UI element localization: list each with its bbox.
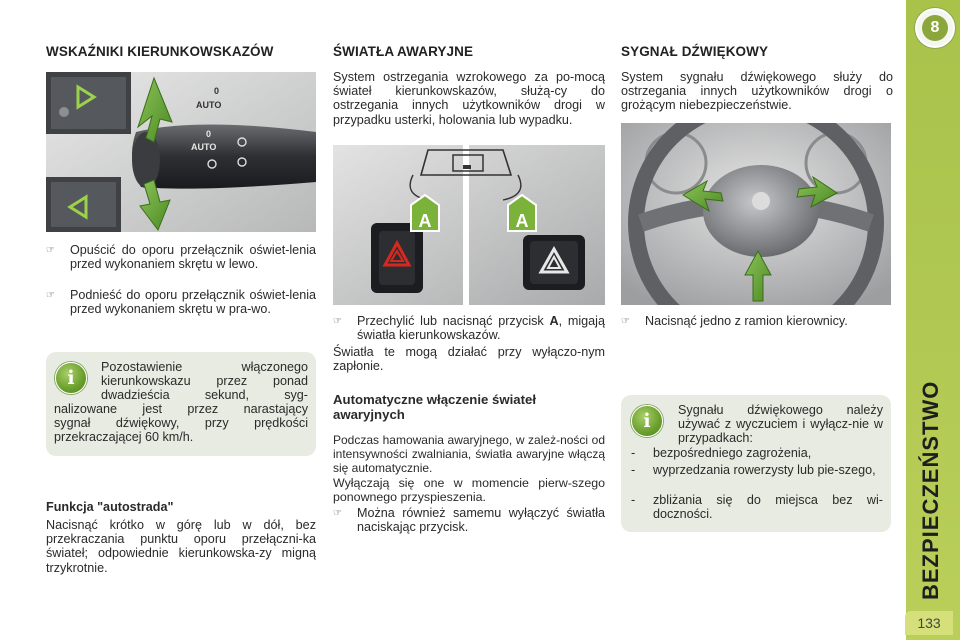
label-a-left: A [418,211,432,231]
info-list-item: - bezpośredniego zagrożenia, [631,446,812,460]
chapter-badge [915,8,955,48]
info-line: kierunkowskazu przez ponad [101,374,308,389]
paragraph-hazard-intro: System ostrzegania wzrokowego za po-mocą świateł kierunkowskazów, służą-cy do ostrzegania innych użytkowników drogi w przypadku usterki, holowania lub wypadku. [333,70,605,127]
pointer-icon: ☞ [46,245,55,256]
pointer-icon: ☞ [333,508,342,519]
bullet-left-turn [46,243,316,271]
info-list-item: - wyprzedzania rowerzysty lub pie-szego, [631,463,876,477]
label-a-right: A [515,211,529,231]
subheading-highway-function: Funkcja "autostrada" [46,500,174,514]
bullet-right-turn-text: Podnieść do oporu przełącznik oświet-lenia przed wykonaniem skrętu w pra-wo. [70,288,316,317]
hazard-button-photo [333,145,605,305]
stalk-label-zero-top: 0 [214,86,220,96]
bullet-press-horn [621,314,893,329]
pointer-icon: ☞ [46,290,55,301]
paragraph-ignition-off: Światła te mogą działać przy wyłączo-nym zapłonie. [333,345,605,374]
bullet-manual-off-text: Można również samemu wyłączyć światła naciskając przycisk. [357,506,605,535]
stalk-label-zero: 0 [206,129,212,139]
paragraph-highway-function: Nacisnąć krótko w górę lub w dół, bez przekraczania punktu oporu przełączni-ka świateł; odpowiednie kierunkowska-zy migną trzykrotnie. [46,518,316,575]
paragraph-auto-off: Wyłączają się one w momencie pierw-szego ponownego przyspieszenia. [333,476,605,505]
info-box-turn-signal [46,352,316,456]
turn-signal-stalk-illustration [46,72,316,232]
paragraph-emergency-braking: Podczas hamowania awaryjnego, w zależ-ności od intensywności zwalniania, światła awaryjne włączą się automatycznie. [333,433,605,476]
paragraph-horn-intro: System sygnału dźwiękowego służy do ostrzegania innych użytkowników drogi o grożącym niebezpieczeństwie. [621,70,893,113]
bullet-left-turn-text: Opuścić do oporu przełącznik oświet-lenia przed wykonaniem skrętu w lewo. [70,243,316,272]
info-line: Pozostawienie włączonego [101,360,308,374]
chapter-number: 8 [922,15,948,41]
info-box-horn [621,395,891,532]
info-indent-block [101,360,308,403]
heading-turn-signals: WSKAŹNIKI KIERUNKOWSKAZÓW [46,44,274,59]
info-line: nalizowane jest przez narastający [54,402,308,416]
bullet-press-hazard-text: Przechylić lub nacisnąć przycisk A, migają światła kierunkowskazów. [357,314,605,343]
info-list-item: - zbliżania się do miejsca bez wi-doczności. [631,493,883,522]
stalk-label-auto: AUTO [191,142,217,152]
info-icon: i [55,362,87,394]
hazard-button-illustration [333,145,605,305]
heading-horn: SYGNAŁ DŹWIĘKOWY [621,44,769,59]
info-icon: i [631,405,663,437]
bullet-right-turn [46,288,316,316]
bullet-press-hazard [333,314,605,342]
bullet-manual-off [333,506,605,534]
info-line: przekraczającej 60 km/h. [54,430,194,445]
steering-wheel-photo [621,123,891,305]
pointer-icon: ☞ [621,316,630,327]
section-title: BEZPIECZEŃSTWO [918,380,943,600]
subheading-auto-hazard: Automatyczne włączenie świateł awaryjnych [333,392,537,422]
steering-wheel-illustration [621,123,891,305]
heading-hazard-lights: ŚWIATŁA AWARYJNE [333,44,474,59]
page-number: 133 [905,611,953,635]
info-line: sygnał dźwiękowy, przy prędkości [54,416,308,431]
pointer-icon: ☞ [333,316,342,327]
info-full-block [54,402,308,445]
bullet-press-horn-text: Nacisnąć jedno z ramion kierownicy. [645,314,848,328]
info-line: dwadzieścia sekund, syg- [101,388,308,403]
stalk-label-auto-top: AUTO [196,100,222,110]
turn-signal-photo [46,72,316,232]
info-horn-text: Sygnału dźwiękowego należy używać z wyczuciem i wyłącz-nie w przypadkach: [678,403,883,446]
